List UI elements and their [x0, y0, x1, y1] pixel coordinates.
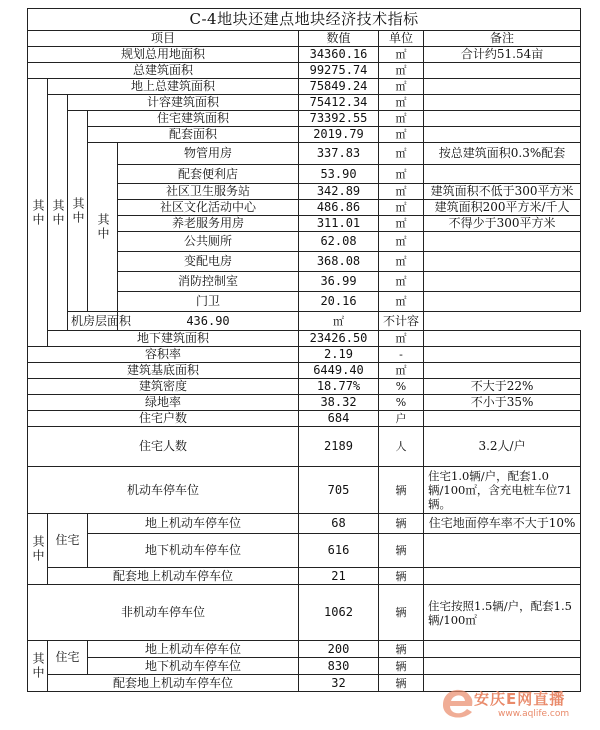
row-note-empty	[424, 272, 581, 292]
row-note-empty	[424, 63, 581, 79]
row-label: 住宅建筑面积	[88, 111, 299, 127]
row-note-empty	[424, 95, 581, 111]
row-value: 36.99	[299, 272, 379, 292]
row-note: 不得少于300平方米	[424, 216, 581, 232]
row-unit: ㎡	[379, 47, 424, 63]
row-note: 按总建筑面积0.3%配套	[424, 143, 581, 165]
row-label: 绿地率	[28, 395, 299, 411]
row-value: 200	[299, 641, 379, 658]
row-note-empty	[424, 111, 581, 127]
row-label: 养老服务用房	[118, 216, 299, 232]
qi-zhong-label-nonmotor: 其中	[28, 641, 48, 692]
qi-zhong-label-level4: 其中	[88, 143, 118, 312]
row-unit: 辆	[379, 534, 424, 568]
row-label: 配套面积	[88, 127, 299, 143]
row-note-empty	[424, 658, 581, 675]
header-value: 数值	[299, 31, 379, 47]
header-unit: 单位	[379, 31, 424, 47]
row-note-empty	[424, 568, 581, 585]
row-value: 34360.16	[299, 47, 379, 63]
row-note: 住宅1.0辆/户，配套1.0辆/100㎡，含充电桩车位71辆。	[424, 467, 581, 514]
row-value: 20.16	[299, 292, 379, 312]
header-note: 备注	[424, 31, 581, 47]
row-value: 21	[299, 568, 379, 585]
row-label: 地下机动车停车位	[88, 534, 299, 568]
table-row	[28, 641, 581, 658]
row-label: 地下建筑面积	[48, 331, 299, 347]
row-value: 705	[299, 467, 379, 514]
row-label: 非机动车停车位	[28, 585, 299, 641]
row-unit: %	[379, 379, 424, 395]
row-note-empty	[424, 411, 581, 427]
row-value: 830	[299, 658, 379, 675]
row-unit: 辆	[379, 641, 424, 658]
row-unit: ㎡	[379, 143, 424, 165]
row-label: 变配电房	[118, 252, 299, 272]
row-unit: ㎡	[299, 312, 379, 331]
row-value: 1062	[299, 585, 379, 641]
row-label: 住宅人数	[28, 427, 299, 467]
row-unit: 辆	[379, 467, 424, 514]
row-value: 23426.50	[299, 331, 379, 347]
row-unit: ㎡	[379, 127, 424, 143]
row-note-empty	[424, 534, 581, 568]
table-row	[28, 347, 581, 363]
table-row	[28, 63, 581, 79]
row-value: 6449.40	[299, 363, 379, 379]
table-row	[28, 395, 581, 411]
row-unit: ㎡	[379, 79, 424, 95]
zhu-zhai-label-motor: 住宅	[48, 514, 88, 568]
row-unit: ㎡	[379, 272, 424, 292]
row-value: 99275.74	[299, 63, 379, 79]
row-note: 合计约51.54亩	[424, 47, 581, 63]
table-row	[28, 411, 581, 427]
row-unit: -	[379, 347, 424, 363]
table-row	[28, 568, 581, 585]
table-row	[28, 111, 581, 127]
row-label: 机房层面积	[68, 312, 118, 331]
row-note-empty	[424, 252, 581, 272]
row-label: 公共厕所	[118, 232, 299, 252]
row-unit: ㎡	[379, 363, 424, 379]
table-row	[28, 331, 581, 347]
row-label: 建筑密度	[28, 379, 299, 395]
row-label: 配套便利店	[118, 165, 299, 184]
row-value: 342.89	[299, 184, 379, 200]
row-label: 机动车停车位	[28, 467, 299, 514]
table-row	[28, 675, 581, 692]
row-value: 337.83	[299, 143, 379, 165]
row-label: 容积率	[28, 347, 299, 363]
row-unit: ㎡	[379, 232, 424, 252]
qi-zhong-label-outer: 其中	[28, 79, 48, 347]
row-unit: ㎡	[379, 95, 424, 111]
row-unit: ㎡	[379, 111, 424, 127]
row-note-empty	[424, 127, 581, 143]
row-value: 2019.79	[299, 127, 379, 143]
row-note: 住宅地面停车率不大于10%	[424, 514, 581, 534]
table-title: C-4地块还建点地块经济技术指标	[28, 9, 581, 31]
table-row	[28, 467, 581, 514]
row-value: 32	[299, 675, 379, 692]
table-row	[28, 95, 581, 111]
row-label: 地上机动车停车位	[88, 514, 299, 534]
row-unit: 人	[379, 427, 424, 467]
row-unit: 辆	[379, 514, 424, 534]
table-row	[28, 534, 581, 568]
qi-zhong-label-level2: 其中	[48, 95, 68, 331]
row-value: 75849.24	[299, 79, 379, 95]
row-note: 不小于35%	[424, 395, 581, 411]
row-note-empty	[424, 79, 581, 95]
header-item: 项目	[28, 31, 299, 47]
row-label: 住宅户数	[28, 411, 299, 427]
row-label: 总建筑面积	[28, 63, 299, 79]
row-value: 616	[299, 534, 379, 568]
row-unit: ㎡	[379, 292, 424, 312]
row-unit: 户	[379, 411, 424, 427]
row-value: 2.19	[299, 347, 379, 363]
row-label: 配套地上机动车停车位	[48, 568, 299, 585]
row-unit: ㎡	[379, 63, 424, 79]
table-row	[28, 312, 581, 331]
row-unit: ㎡	[379, 200, 424, 216]
row-unit: ㎡	[379, 331, 424, 347]
row-note-empty	[424, 347, 581, 363]
row-note-empty	[424, 363, 581, 379]
row-value: 73392.55	[299, 111, 379, 127]
row-label: 社区卫生服务站	[118, 184, 299, 200]
row-note-empty	[424, 641, 581, 658]
row-value: 18.77%	[299, 379, 379, 395]
economic-indicators-table	[27, 8, 581, 692]
row-note: 建筑面积200平方米/千人	[424, 200, 581, 216]
row-label: 地下机动车停车位	[88, 658, 299, 675]
row-label: 建筑基底面积	[28, 363, 299, 379]
row-value: 62.08	[299, 232, 379, 252]
table-row	[28, 379, 581, 395]
row-unit: ㎡	[379, 252, 424, 272]
row-value: 486.86	[299, 200, 379, 216]
row-unit: ㎡	[379, 184, 424, 200]
row-note-empty	[424, 165, 581, 184]
table-row	[28, 363, 581, 379]
row-note-empty	[424, 292, 581, 312]
row-value: 436.90	[118, 312, 299, 331]
row-label: 消防控制室	[118, 272, 299, 292]
row-unit: 辆	[379, 585, 424, 641]
table-row	[28, 127, 581, 143]
table-row	[28, 514, 581, 534]
row-note: 住宅按照1.5辆/户，配套1.5辆/100㎡	[424, 585, 581, 641]
row-value: 38.32	[299, 395, 379, 411]
zhu-zhai-label-nonmotor: 住宅	[48, 641, 88, 675]
row-unit: %	[379, 395, 424, 411]
row-unit: 辆	[379, 658, 424, 675]
row-note-empty	[424, 232, 581, 252]
row-label: 规划总用地面积	[28, 47, 299, 63]
row-value: 68	[299, 514, 379, 534]
row-note-empty	[424, 675, 581, 692]
row-value: 53.90	[299, 165, 379, 184]
row-unit: ㎡	[379, 216, 424, 232]
row-label: 地上总建筑面积	[48, 79, 299, 95]
row-label: 门卫	[118, 292, 299, 312]
row-note: 不计容	[379, 312, 424, 331]
row-label: 地上机动车停车位	[88, 641, 299, 658]
row-unit: 辆	[379, 568, 424, 585]
row-label: 配套地上机动车停车位	[48, 675, 299, 692]
row-value: 684	[299, 411, 379, 427]
row-unit: 辆	[379, 675, 424, 692]
table-row	[28, 143, 581, 165]
qi-zhong-label-motor: 其中	[28, 514, 48, 585]
row-note-empty	[424, 331, 581, 347]
row-label: 社区文化活动中心	[118, 200, 299, 216]
watermark-text: 安庆E网直播	[474, 690, 566, 708]
row-label: 计容建筑面积	[68, 95, 299, 111]
row-note: 不大于22%	[424, 379, 581, 395]
table-row	[28, 427, 581, 467]
table-row	[28, 585, 581, 641]
table-row	[28, 79, 581, 95]
watermark-url: www.aqlife.com	[498, 709, 570, 719]
table-row	[28, 47, 581, 63]
table-row	[28, 658, 581, 675]
qi-zhong-label-level3: 其中	[68, 111, 88, 312]
row-label: 物管用房	[118, 143, 299, 165]
row-note: 建筑面积不低于300平方米	[424, 184, 581, 200]
row-value: 75412.34	[299, 95, 379, 111]
row-value: 368.08	[299, 252, 379, 272]
row-value: 311.01	[299, 216, 379, 232]
row-unit: ㎡	[379, 165, 424, 184]
row-value: 2189	[299, 427, 379, 467]
row-note: 3.2人/户	[424, 427, 581, 467]
